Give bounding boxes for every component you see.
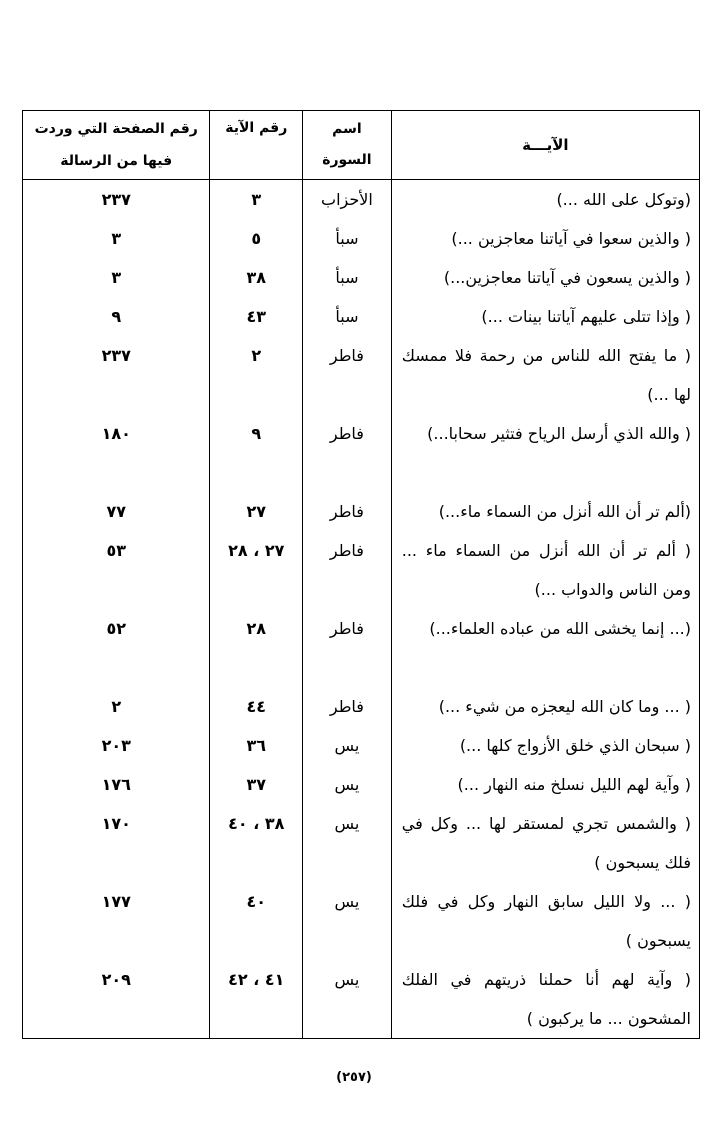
surah-cell: فاطر bbox=[303, 687, 392, 726]
page-number-cell: ٧٧ bbox=[23, 492, 210, 531]
table-row bbox=[23, 804, 700, 882]
header-surah-line1: اسم bbox=[332, 121, 362, 137]
verse-cell bbox=[391, 609, 699, 687]
surah-cell: سبأ bbox=[303, 219, 392, 258]
verse-text: ( وآية لهم أنا حملنا ذريتهم في الفلك المشحون ... ما يركبون ) bbox=[401, 970, 691, 1028]
table-row bbox=[23, 336, 700, 414]
verse-text: ( وآية لهم الليل نسلخ منه النهار ...) bbox=[457, 775, 691, 794]
ayah-number-cell: ٣٨ bbox=[210, 258, 303, 297]
page-number-cell: ٢٠٩ bbox=[23, 960, 210, 1039]
verse-cell bbox=[391, 297, 699, 336]
table-row bbox=[23, 882, 700, 960]
page-number-cell: ١٧٠ bbox=[23, 804, 210, 882]
surah-cell: يس bbox=[303, 765, 392, 804]
table-row bbox=[23, 180, 700, 220]
verse-cell bbox=[391, 882, 699, 960]
verse-text: ( ألم تر أن الله أنزل من السماء ماء ... ومن الناس والدواب ...) bbox=[401, 541, 691, 599]
verse-index-table bbox=[22, 110, 700, 1039]
table-row bbox=[23, 219, 700, 258]
page-number-cell: ٥٣ bbox=[23, 531, 210, 609]
verse-text: (... إنما يخشى الله من عباده العلماء...) bbox=[429, 619, 691, 638]
surah-cell: سبأ bbox=[303, 258, 392, 297]
ayah-number-cell: ٣ bbox=[210, 180, 303, 220]
ayah-number-cell: ٩ bbox=[210, 414, 303, 492]
verse-text: (وتوكل على الله ...) bbox=[556, 190, 691, 209]
surah-cell: يس bbox=[303, 804, 392, 882]
verse-text: ( وإذا تتلى عليهم آياتنا بينات ...) bbox=[481, 307, 691, 326]
verse-text: ( ... وما كان الله ليعجزه من شيء ...) bbox=[438, 697, 691, 716]
page-number-cell: ٩ bbox=[23, 297, 210, 336]
table-row bbox=[23, 531, 700, 609]
table-row bbox=[23, 297, 700, 336]
header-ayah-number: رقم الآية bbox=[210, 111, 303, 180]
ayah-number-cell: ٣٦ bbox=[210, 726, 303, 765]
verse-cell bbox=[391, 726, 699, 765]
header-page-line1: رقم الصفحة التي وردت bbox=[34, 121, 198, 137]
ayah-number-cell: ٤٣ bbox=[210, 297, 303, 336]
page-number-cell: ٢٣٧ bbox=[23, 336, 210, 414]
verse-cell bbox=[391, 219, 699, 258]
page-number-cell: ٣ bbox=[23, 258, 210, 297]
page-number-cell: ٢ bbox=[23, 687, 210, 726]
verse-cell bbox=[391, 336, 699, 414]
ayah-number-cell: ٤٤ bbox=[210, 687, 303, 726]
table-row bbox=[23, 765, 700, 804]
table-row bbox=[23, 726, 700, 765]
header-page bbox=[23, 111, 210, 180]
ayah-number-cell: ٥ bbox=[210, 219, 303, 258]
verse-cell bbox=[391, 414, 699, 492]
verse-text: (ألم تر أن الله أنزل من السماء ماء...) bbox=[438, 502, 691, 521]
verse-text: ( والذين يسعون في آياتنا معاجزين...) bbox=[443, 268, 691, 287]
surah-cell: فاطر bbox=[303, 531, 392, 609]
page-number-cell: ١٨٠ bbox=[23, 414, 210, 492]
table-header bbox=[23, 111, 700, 180]
verse-cell bbox=[391, 765, 699, 804]
ayah-number-cell: ٣٧ bbox=[210, 765, 303, 804]
ayah-number-cell: ٢ bbox=[210, 336, 303, 414]
surah-cell: يس bbox=[303, 960, 392, 1039]
verse-cell bbox=[391, 258, 699, 297]
table-row bbox=[23, 258, 700, 297]
verse-cell bbox=[391, 492, 699, 531]
surah-cell: فاطر bbox=[303, 492, 392, 531]
header-page-line2: فيها من الرسالة bbox=[60, 153, 173, 169]
surah-cell: يس bbox=[303, 726, 392, 765]
table-row bbox=[23, 492, 700, 531]
verse-cell bbox=[391, 687, 699, 726]
verse-text: ( والذين سعوا في آياتنا معاجزين ...) bbox=[451, 229, 691, 248]
verse-text: ( والشمس تجري لمستقر لها ... وكل في فلك يسبحون ) bbox=[401, 814, 691, 872]
page-number-cell: ٢٣٧ bbox=[23, 180, 210, 220]
surah-cell: فاطر bbox=[303, 336, 392, 414]
table-row bbox=[23, 609, 700, 687]
surah-cell: فاطر bbox=[303, 414, 392, 492]
page-number-cell: ١٧٦ bbox=[23, 765, 210, 804]
verse-cell bbox=[391, 531, 699, 609]
table-row bbox=[23, 414, 700, 492]
ayah-number-cell: ٤١ ، ٤٢ bbox=[210, 960, 303, 1039]
page-number: (٢٥٧) bbox=[336, 1070, 372, 1085]
verse-cell bbox=[391, 180, 699, 220]
surah-cell: فاطر bbox=[303, 609, 392, 687]
header-verse: الآيـــة bbox=[391, 111, 699, 180]
surah-cell: يس bbox=[303, 882, 392, 960]
verse-text: ( سبحان الذي خلق الأزواج كلها ...) bbox=[459, 736, 691, 755]
header-surah-line2: السورة bbox=[322, 152, 372, 168]
table-row bbox=[23, 687, 700, 726]
verse-text: ( والله الذي أرسل الرياح فتثير سحابا...) bbox=[427, 424, 691, 443]
page-number-cell: ٥٢ bbox=[23, 609, 210, 687]
verse-text: ( ما يفتح الله للناس من رحمة فلا ممسك لها ...) bbox=[401, 346, 691, 404]
ayah-number-cell: ٣٨ ، ٤٠ bbox=[210, 804, 303, 882]
surah-cell: سبأ bbox=[303, 297, 392, 336]
ayah-number-cell: ٢٨ bbox=[210, 609, 303, 687]
ayah-number-cell: ٤٠ bbox=[210, 882, 303, 960]
table-body bbox=[23, 180, 700, 1039]
table-row bbox=[23, 960, 700, 1039]
ayah-number-cell: ٢٧ ، ٢٨ bbox=[210, 531, 303, 609]
verse-cell bbox=[391, 804, 699, 882]
header-surah bbox=[303, 111, 392, 180]
verse-text: ( ... ولا الليل سابق النهار وكل في فلك يسبحون ) bbox=[401, 892, 691, 950]
page-number-cell: ١٧٧ bbox=[23, 882, 210, 960]
surah-cell: الأحزاب bbox=[303, 180, 392, 220]
page-number-cell: ٢٠٣ bbox=[23, 726, 210, 765]
ayah-number-cell: ٢٧ bbox=[210, 492, 303, 531]
page-number-cell: ٣ bbox=[23, 219, 210, 258]
verse-cell bbox=[391, 960, 699, 1039]
